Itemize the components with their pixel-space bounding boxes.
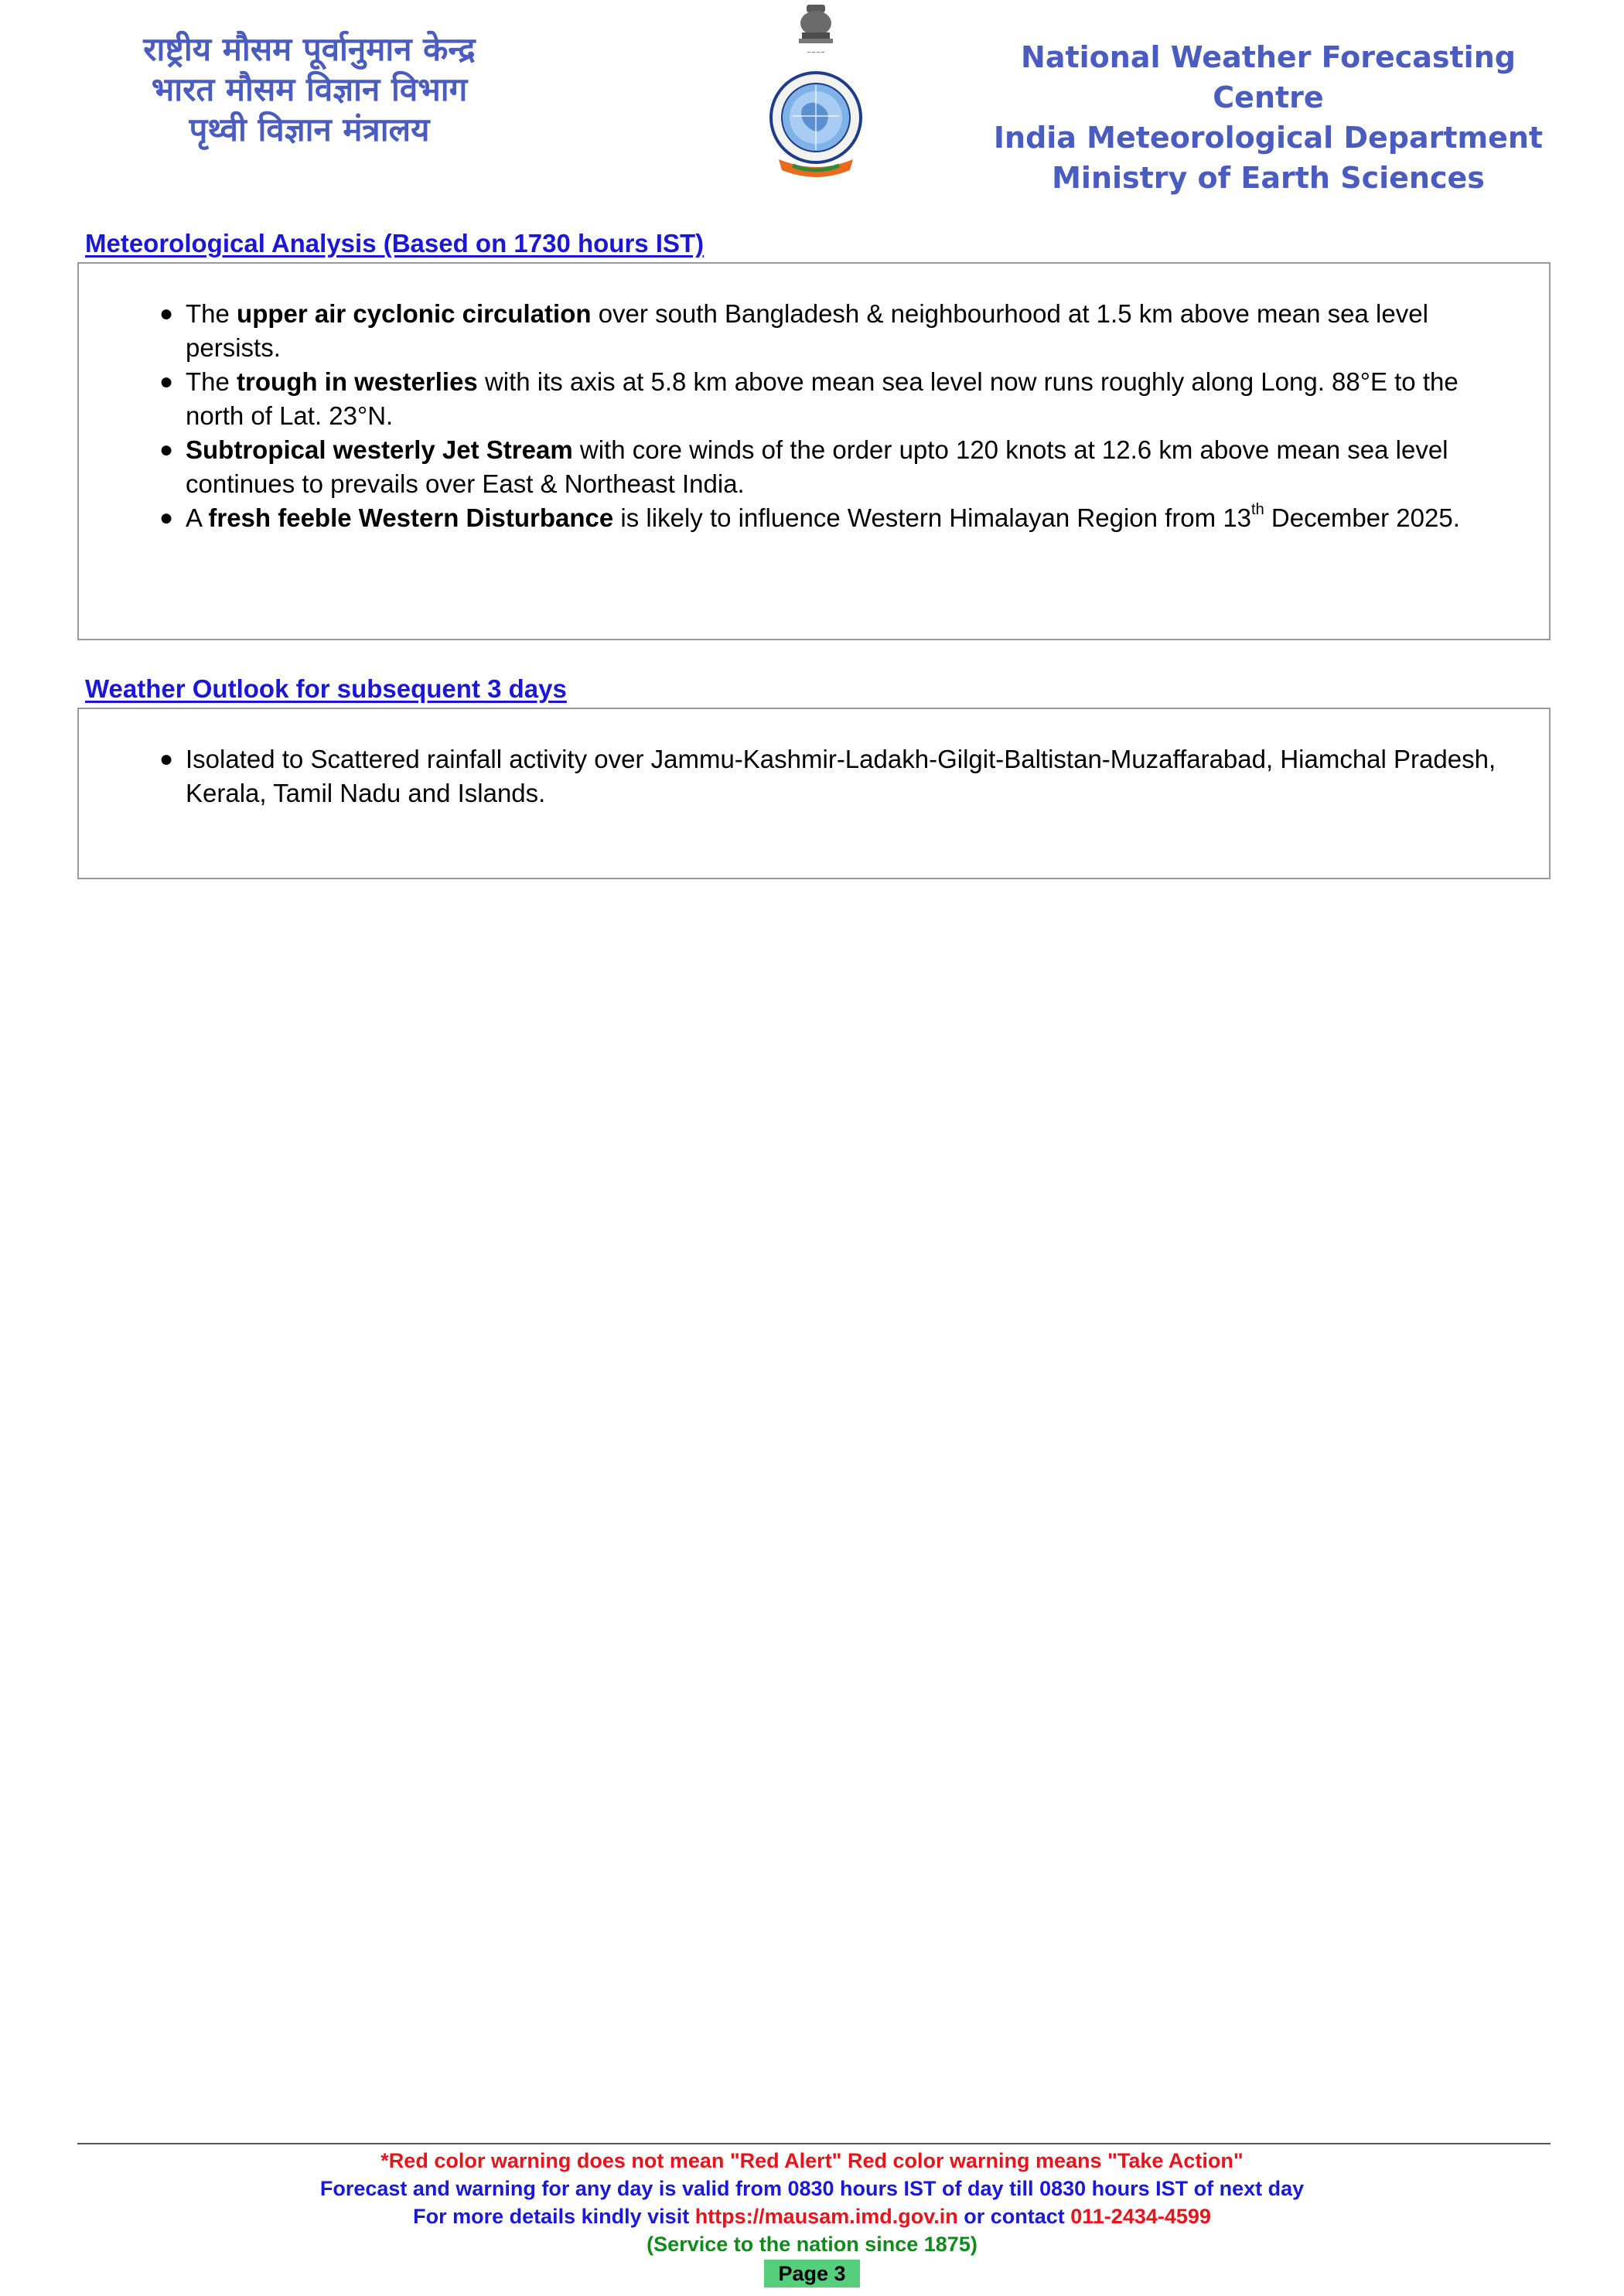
page-header xyxy=(0,0,1624,201)
page-number: Page 3 xyxy=(764,2260,859,2287)
footer-divider xyxy=(77,2143,1551,2144)
outlook-box xyxy=(77,708,1551,879)
hindi-line-1: राष्ट्रीय मौसम पूर्वानुमान केन्द्र xyxy=(143,30,476,68)
page-footer xyxy=(0,2147,1624,2287)
hindi-org-name xyxy=(77,29,541,150)
analysis-list xyxy=(79,297,1549,535)
footer-validity-note: Forecast and warning for any day is valid from 0830 hours IST of day till 0830 hours IST of next day xyxy=(319,2177,1305,2200)
list-item: ● The trough in westerlies with its axis at 5.8 km above mean sea level now runs roughly along Long. 88°E to the north of Lat. 23°N. xyxy=(79,365,1549,433)
bullet-icon: ● xyxy=(159,301,174,326)
outlook-list xyxy=(79,742,1549,810)
bullet-icon: ● xyxy=(159,369,174,394)
hindi-line-2: भारत मौसम विज्ञान विभाग xyxy=(151,70,468,108)
list-item: ● Subtropical westerly Jet Stream with core winds of the order upto 120 knots at 12.6 km above mean sea level continues to prevails over East & Northeast India. xyxy=(79,433,1549,501)
footer-service-note: (Service to the nation since 1875) xyxy=(647,2233,977,2256)
list-item: ● Isolated to Scattered rainfall activity over Jammu-Kashmir-Ladakh-Gilgit-Baltistan-Muzaffarabad, Hiamchal Pradesh, Kerala, Tamil Nadu and Islands. xyxy=(79,742,1549,810)
bullet-icon: ● xyxy=(159,746,174,772)
imd-emblem-icon xyxy=(762,0,870,186)
footer-warning-note: *Red color warning does not mean "Red Alert" Red color warning means "Take Action" xyxy=(380,2149,1244,2172)
list-item: ● The upper air cyclonic circulation over south Bangladesh & neighbourhood at 1.5 km above mean sea level persists. xyxy=(79,297,1549,365)
english-line-1: National Weather Forecasting Centre xyxy=(1021,40,1516,114)
english-org-name xyxy=(982,37,1554,198)
footer-contact-line: For more details kindly visit https://mausam.imd.gov.in or contact 011-2434-4599 xyxy=(413,2205,1211,2228)
outlook-title: Weather Outlook for subsequent 3 days xyxy=(85,674,567,703)
svg-text:~~~~: ~~~~ xyxy=(807,49,825,56)
bullet-icon: ● xyxy=(159,505,174,531)
analysis-title: Meteorological Analysis (Based on 1730 hours IST) xyxy=(85,229,705,258)
list-item: ● A fresh feeble Western Disturbance is likely to influence Western Himalayan Region from 13th December 2025. xyxy=(79,501,1549,535)
hindi-line-3: पृथ्वी विज्ञान मंत्रालय xyxy=(189,111,430,148)
english-line-2: India Meteorological Department xyxy=(993,121,1544,155)
english-line-3: Ministry of Earth Sciences xyxy=(1052,161,1485,195)
bullet-icon: ● xyxy=(159,437,174,462)
website-link[interactable]: https://mausam.imd.gov.in xyxy=(694,2205,958,2228)
analysis-box xyxy=(77,262,1551,640)
contact-phone: 011-2434-4599 xyxy=(1070,2205,1211,2228)
